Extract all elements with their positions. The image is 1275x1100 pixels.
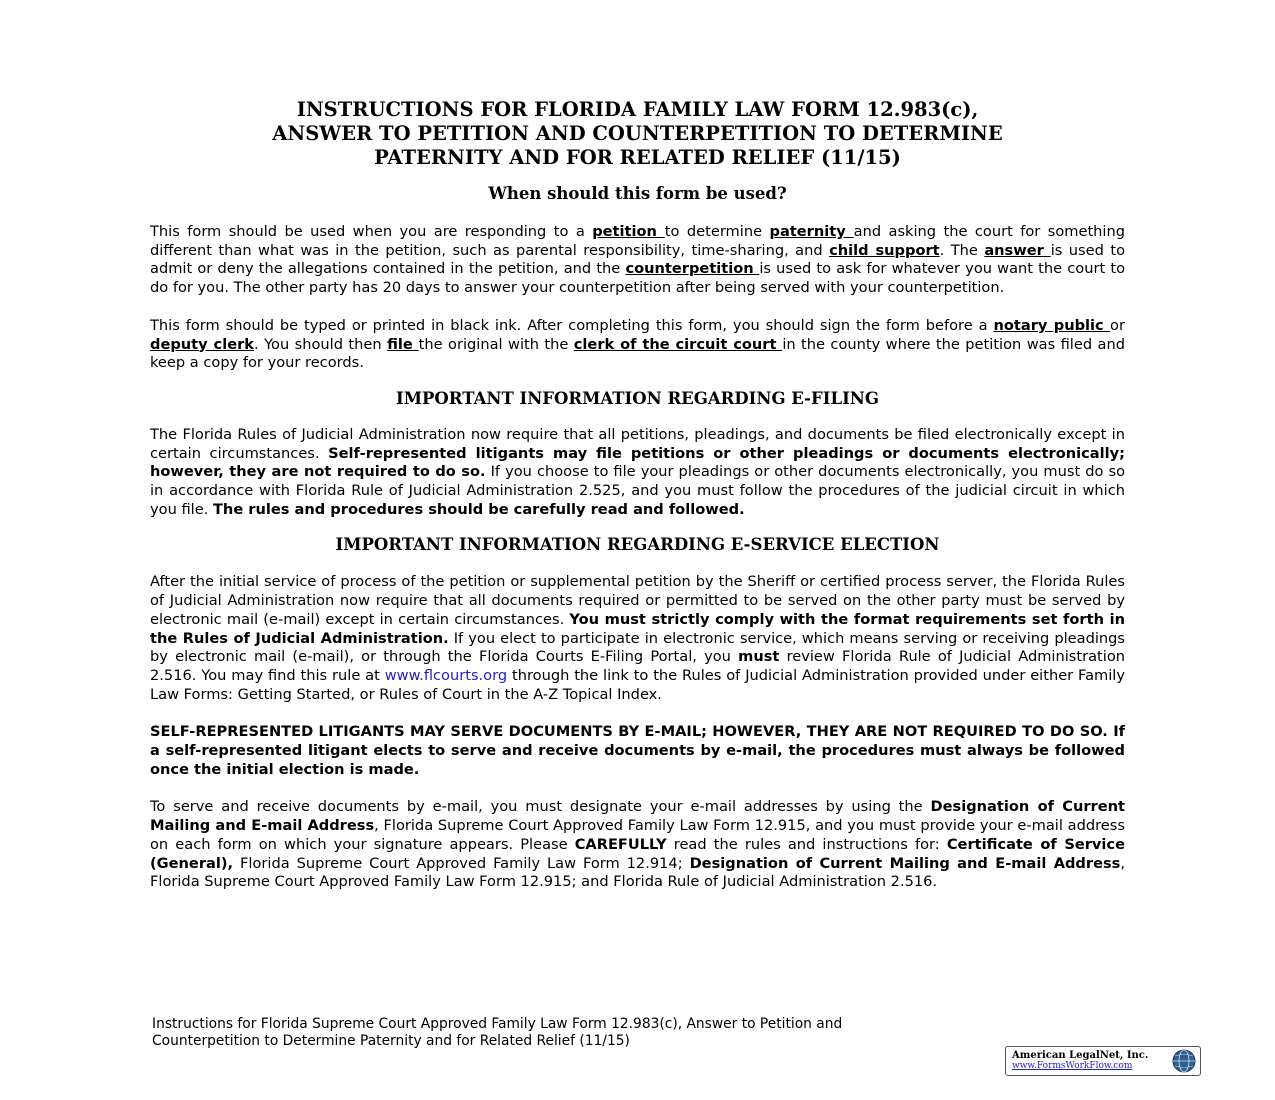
bold-run: Designation of Current Mailing and E-mail Address <box>150 798 1126 835</box>
eservice-paragraph-2: SELF-REPRESENTED LITIGANTS MAY SERVE DOCUMENTS BY E-MAIL; HOWEVER, THEY ARE NOT REQUIRED TO DO SO. If a self-represented litigant elects to serve and receive documents by e-mail, the procedures must always be followed once the initial election is made. <box>150 723 1125 778</box>
badge-url-link[interactable]: www.FormsWorkFlow.com <box>1012 1061 1133 1071</box>
badge-company: American LegalNet, Inc. <box>1012 1050 1149 1061</box>
text-run: . The <box>939 241 985 259</box>
efiling-heading: IMPORTANT INFORMATION REGARDING E-FILING <box>396 388 879 408</box>
when-paragraph-2 <box>150 317 1125 373</box>
text-run: , Florida Supreme Court Approved Family Law Form 12.915, and you must provide your e-mail address on each form on which your signature appears. Please <box>150 817 1125 853</box>
flcourts-link[interactable]: www.flcourts.org <box>384 666 508 684</box>
when-paragraph-1 <box>150 223 1125 298</box>
text-run: If you elect to participate in electronic service, which means serving or receiving pleadings by electronic mail (e-mail), or through the Florida Courts E-Filing Portal, you <box>150 629 1126 666</box>
title-line-1: INSTRUCTIONS FOR FLORIDA FAMILY LAW FORM 12.983(c), <box>296 98 979 121</box>
text-run: If you choose to file your pleadings or other documents electronically, you must do so in accordance with Florida Rule of Judicial Administration 2.525, and you must follow the procedures of the judicial circuit in which you file. <box>150 463 1126 518</box>
notary-public-link[interactable]: notary public <box>993 316 1111 334</box>
text-run: in the county where the petition was filed and keep a copy for your records. <box>150 335 1125 372</box>
answer-link[interactable]: answer <box>984 241 1051 259</box>
text-run: read the rules and instructions for: <box>666 835 947 853</box>
text-run: The Florida Rules of Judicial Administration now require that all petitions, pleadings, and documents be filed electronically except in certain circumstances. <box>150 425 1125 462</box>
legalnet-badge[interactable] <box>1005 1046 1201 1076</box>
when-heading: When should this form be used? <box>488 184 787 203</box>
text-run: Florida Supreme Court Approved Family Law Form 12.914; <box>233 854 690 872</box>
footer-line-2: Counterpetition to Determine Paternity and for Related Relief (11/15) <box>152 1033 630 1049</box>
bold-run: The rules and procedures should be carefully read and followed. <box>212 500 745 518</box>
eservice-heading: IMPORTANT INFORMATION REGARDING E-SERVICE ELECTION <box>335 535 940 555</box>
bold-run: must <box>738 648 780 666</box>
text-run: To serve and receive documents by e-mail, you must designate your e-mail addresses by using the <box>150 798 931 816</box>
document-page <box>150 98 1125 892</box>
text-run: . You should then <box>254 335 388 353</box>
bold-run: Self-represented litigants may file petitions or other pleadings or documents electronically; however, they are not required to do so. <box>150 444 1126 481</box>
text-run: or <box>1110 316 1125 334</box>
text-run: This form should be typed or printed in black ink. After completing this form, you should sign the form before a <box>150 316 994 334</box>
efiling-paragraph <box>150 426 1125 520</box>
paternity-link[interactable]: paternity <box>769 223 854 240</box>
text-run: After the initial service of process of the petition or supplemental petition by the Sheriff or certified process server, the Florida Rules of Judicial Administration now require that all documents required or permitted to be served on the other party must be served by electronic mail (e-mail) except in certain circumstances. <box>150 573 1125 628</box>
deputy-clerk-link[interactable]: deputy clerk <box>150 335 254 353</box>
text-run: through the link to the Rules of Judicial Administration provided under either Family Law Forms: Getting Started, or Rules of Court in the A-Z Topical Index. <box>150 666 1126 703</box>
eservice-paragraph-3 <box>150 798 1125 892</box>
title-line-3: PATERNITY AND FOR RELATED RELIEF (11/15) <box>374 146 901 169</box>
file-link[interactable]: file <box>387 335 419 353</box>
counterpetition-link[interactable]: counterpetition <box>625 260 760 278</box>
clerk-of-circuit-court-link[interactable]: clerk of the circuit court <box>573 335 783 353</box>
text-run: the original with the <box>418 335 574 353</box>
bold-run: CAREFULLY <box>574 835 667 853</box>
text-run: , Florida Supreme Court Approved Family Law Form 12.915; and Florida Rule of Judicial Administration 2.516. <box>150 854 1125 891</box>
text-run: This form should be used when you are responding to a <box>150 223 593 240</box>
bold-run: Certificate of Service (General), <box>150 835 1125 872</box>
child-support-link[interactable]: child support <box>829 241 940 259</box>
bold-run: Designation of Current Mailing and E-mail Address <box>689 854 1121 872</box>
text-run: is used to ask for whatever you want the court to do for you. The other party has 20 days to answer your counterpetition after being served with your counterpetition. <box>150 260 1126 297</box>
text-run: is used to admit or deny the allegations contained in the petition, and the <box>150 241 1125 278</box>
text-run: and asking the court for something different than what was in the petition, such as parental responsibility, time-sharing, and <box>150 223 1125 259</box>
bold-run: You must strictly comply with the format requirements set forth in the Rules of Judicial Administration. <box>150 610 1125 647</box>
text-run: to determine <box>664 223 770 240</box>
globe-icon <box>1172 1049 1196 1073</box>
footer-line-1: Instructions for Florida Supreme Court Approved Family Law Form 12.983(c), Answer to Petition and <box>152 1016 843 1032</box>
document-title <box>150 98 1125 170</box>
title-line-2: ANSWER TO PETITION AND COUNTERPETITION TO DETERMINE <box>272 122 1003 145</box>
eservice-paragraph-1 <box>150 573 1125 704</box>
page-footer <box>152 1016 1012 1050</box>
petition-link[interactable]: petition <box>592 223 665 240</box>
text-run: review Florida Rule of Judicial Administration 2.516. You may find this rule at <box>150 648 1126 684</box>
